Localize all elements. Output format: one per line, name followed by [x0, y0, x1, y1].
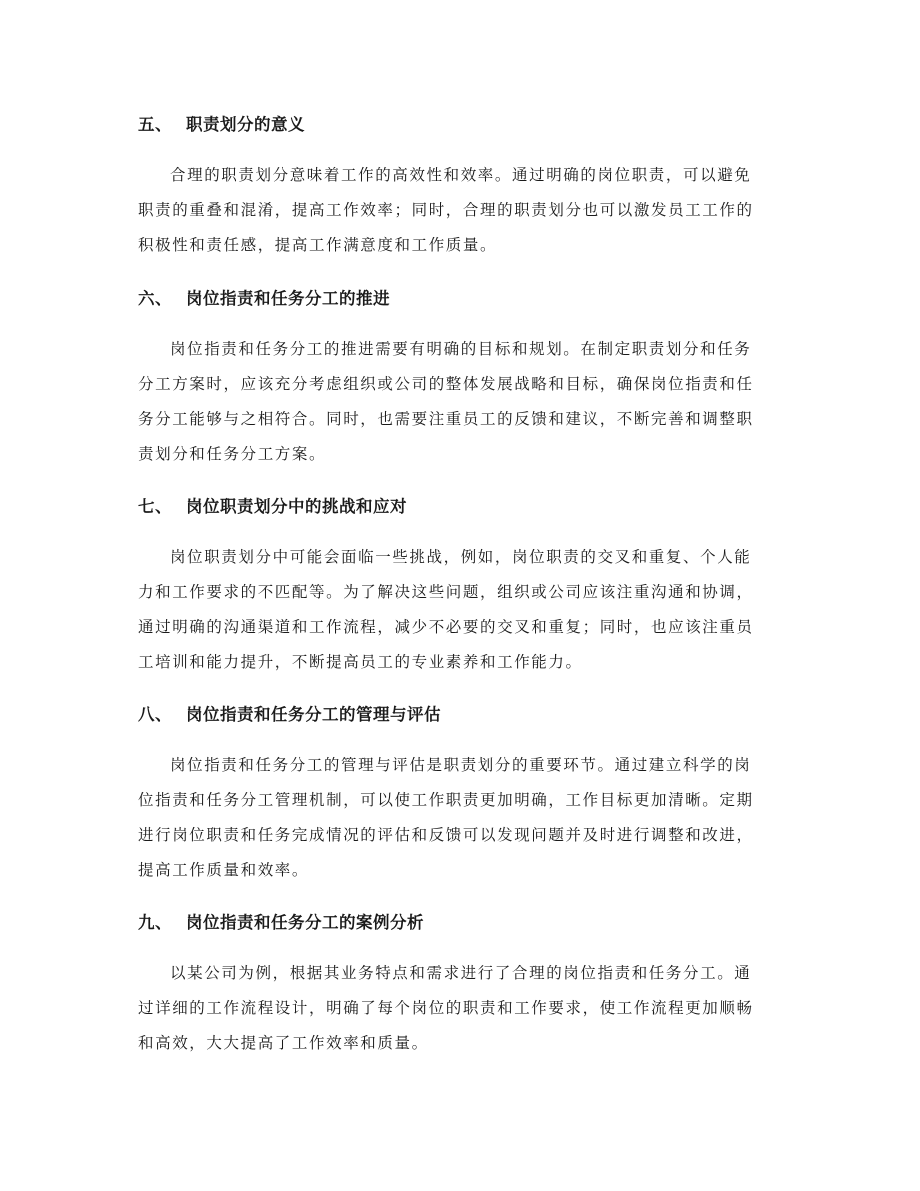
paragraph-line: 职责的重叠和混淆，提高工作效率；同时，合理的职责划分也可以激发员工工作的: [138, 201, 754, 219]
paragraph-line: 合理的职责划分意味着工作的高效性和效率。通过明确的岗位职责，可以避免: [170, 166, 752, 184]
paragraph-line: 务分工能够与之相符合。同时，也需要注重员工的反馈和建议，不断完善和调整职: [138, 410, 754, 428]
paragraph-line: 分工方案时，应该充分考虑组织或公司的整体发展战略和目标，确保岗位指责和任: [138, 375, 754, 393]
paragraph-line: 过详细的工作流程设计，明确了每个岗位的职责和工作要求，使工作流程更加顺畅: [138, 999, 754, 1017]
paragraph-line: 岗位职责划分中可能会面临一些挑战，例如，岗位职责的交叉和重复、个人能: [170, 548, 752, 566]
section-paragraph: [138, 956, 790, 1061]
paragraph-line: 岗位指责和任务分工的管理与评估是职责划分的重要环节。通过建立科学的岗: [170, 756, 752, 774]
paragraph-line: 提高工作质量和效率。: [138, 861, 310, 879]
section-number: 六、: [138, 289, 172, 308]
section-number: 五、: [138, 115, 172, 134]
section-number: 九、: [138, 913, 172, 932]
section-title: 职责划分的意义: [186, 115, 305, 134]
section-8: [138, 700, 790, 888]
paragraph-line: 责划分和任务分工方案。: [138, 445, 327, 463]
section-paragraph: [138, 332, 790, 472]
section-heading: [138, 700, 790, 726]
paragraph-line: 进行岗位职责和任务完成情况的评估和反馈可以发现问题并及时进行调整和改进，: [138, 826, 754, 844]
section-title: 岗位职责划分中的挑战和应对: [186, 497, 407, 516]
section-paragraph: [138, 540, 790, 680]
section-heading: [138, 908, 790, 934]
paragraph-line: 通过明确的沟通渠道和工作流程，减少不必要的交叉和重复；同时，也应该注重员: [138, 618, 754, 636]
section-title: 岗位指责和任务分工的管理与评估: [186, 705, 441, 724]
section-9: [138, 908, 790, 1061]
section-title: 岗位指责和任务分工的案例分析: [186, 913, 424, 932]
section-number: 七、: [138, 497, 172, 516]
paragraph-line: 力和工作要求的不匹配等。为了解决这些问题，组织或公司应该注重沟通和协调，: [138, 583, 754, 601]
paragraph-line: 和高效，大大提高了工作效率和质量。: [138, 1034, 429, 1052]
paragraph-line: 位指责和任务分工管理机制，可以使工作职责更加明确，工作目标更加清晰。定期: [138, 791, 754, 809]
section-paragraph: [138, 158, 790, 263]
section-number: 八、: [138, 705, 172, 724]
paragraph-line: 积极性和责任感，提高工作满意度和工作质量。: [138, 236, 498, 254]
section-paragraph: [138, 748, 790, 888]
section-7: [138, 492, 790, 680]
paragraph-line: 岗位指责和任务分工的推进需要有明确的目标和规划。在制定职责划分和任务: [170, 340, 752, 358]
paragraph-line: 工培训和能力提升，不断提高员工的专业素养和工作能力。: [138, 653, 583, 671]
section-heading: [138, 110, 790, 136]
section-6: [138, 284, 790, 472]
section-heading: [138, 492, 790, 518]
paragraph-line: 以某公司为例，根据其业务特点和需求进行了合理的岗位指责和任务分工。通: [170, 964, 752, 982]
section-5: [138, 110, 790, 263]
section-title: 岗位指责和任务分工的推进: [186, 289, 390, 308]
section-heading: [138, 284, 790, 310]
